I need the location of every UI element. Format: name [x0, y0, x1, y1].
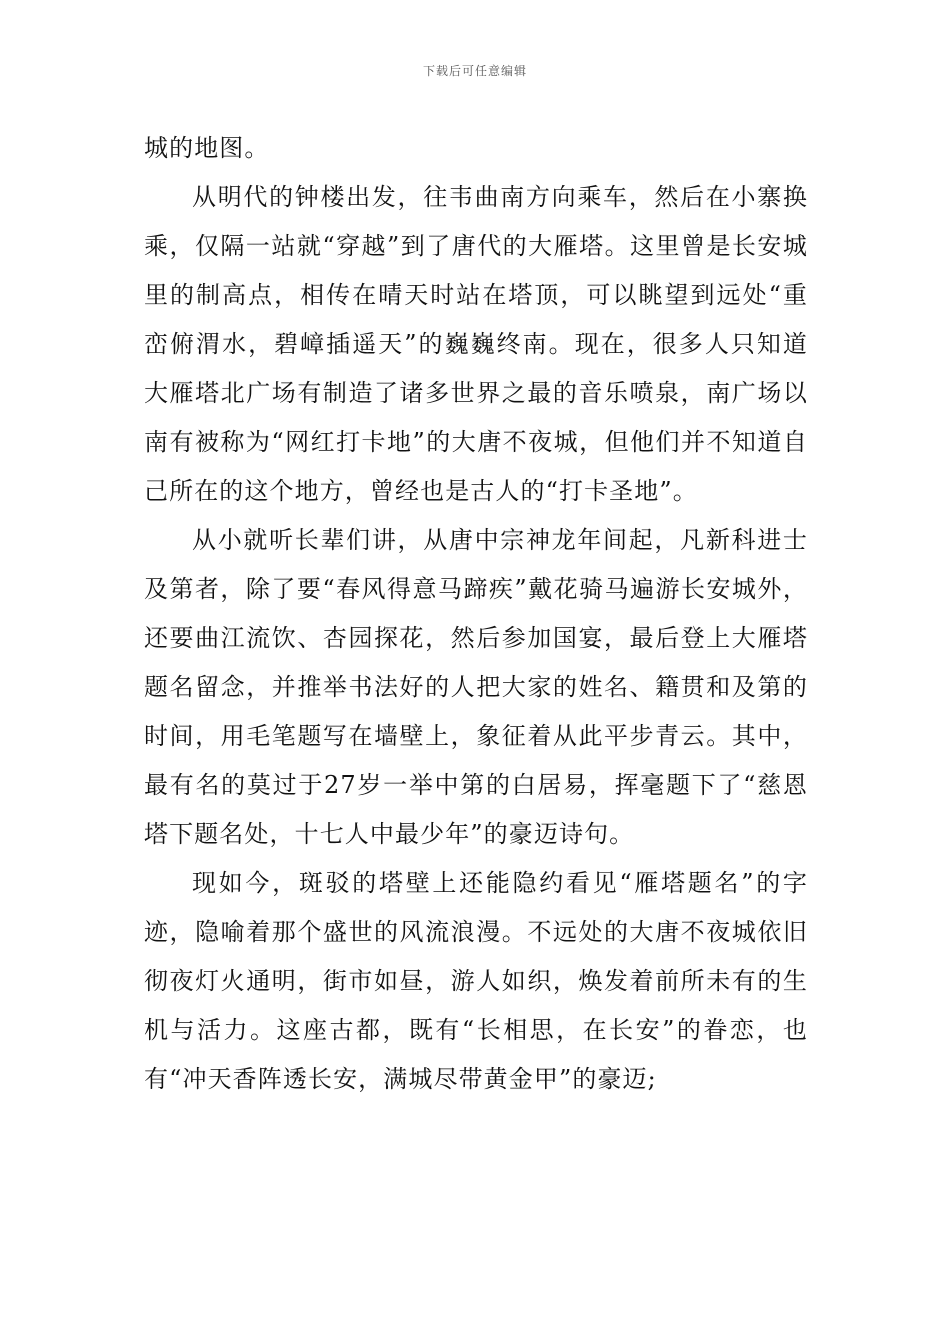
paragraph-scholars-inscription: 从小就听长辈们讲，从唐中宗神龙年间起，凡新科进士及第者，除了要“春风得意马蹄疾”戴花骑马遍游长安城外，还要曲江流饮、杏园探花，然后参加国宴，最后登上大雁塔题名留念，并推举书法好的人把大家的姓名、籍贯和及第的时间，用毛笔题写在墙壁上，象征着从此平步青云。其中，最有名的莫过于27岁一举中第的白居易，挥毫题下了“慈恩塔下题名处，十七人中最少年”的豪迈诗句。	[144, 526, 808, 848]
page-header-note: 下载后可任意编辑	[422, 64, 527, 78]
paragraph-continuation: 城的地图。	[144, 134, 270, 162]
paragraph-present-day: 现如今，斑驳的塔壁上还能隐约看见“雁塔题名”的字迹，隐喻着那个盛世的风流浪漫。不远处的大唐不夜城依旧彻夜灯火通明，街市如昼，游人如织，焕发着前所未有的生机与活力。这座古都，既有“长相思，在长安”的眷恋，也有“冲天香阵透长安，满城尽带黄金甲”的豪迈;	[144, 869, 808, 1093]
article-body	[144, 124, 808, 1104]
paragraph-big-wild-goose-pagoda: 从明代的钟楼出发，往韦曲南方向乘车，然后在小寨换乘，仅隔一站就“穿越”到了唐代的大雁塔。这里曾是长安城里的制高点，相传在晴天时站在塔顶，可以眺望到远处“重峦俯渭水，碧嶂插遥天”的巍巍终南。现在，很多人只知道大雁塔北广场有制造了诸多世界之最的音乐喷泉，南广场以南有被称为“网红打卡地”的大唐不夜城，但他们并不知道自己所在的这个地方，曾经也是古人的“打卡圣地”。	[144, 183, 808, 505]
